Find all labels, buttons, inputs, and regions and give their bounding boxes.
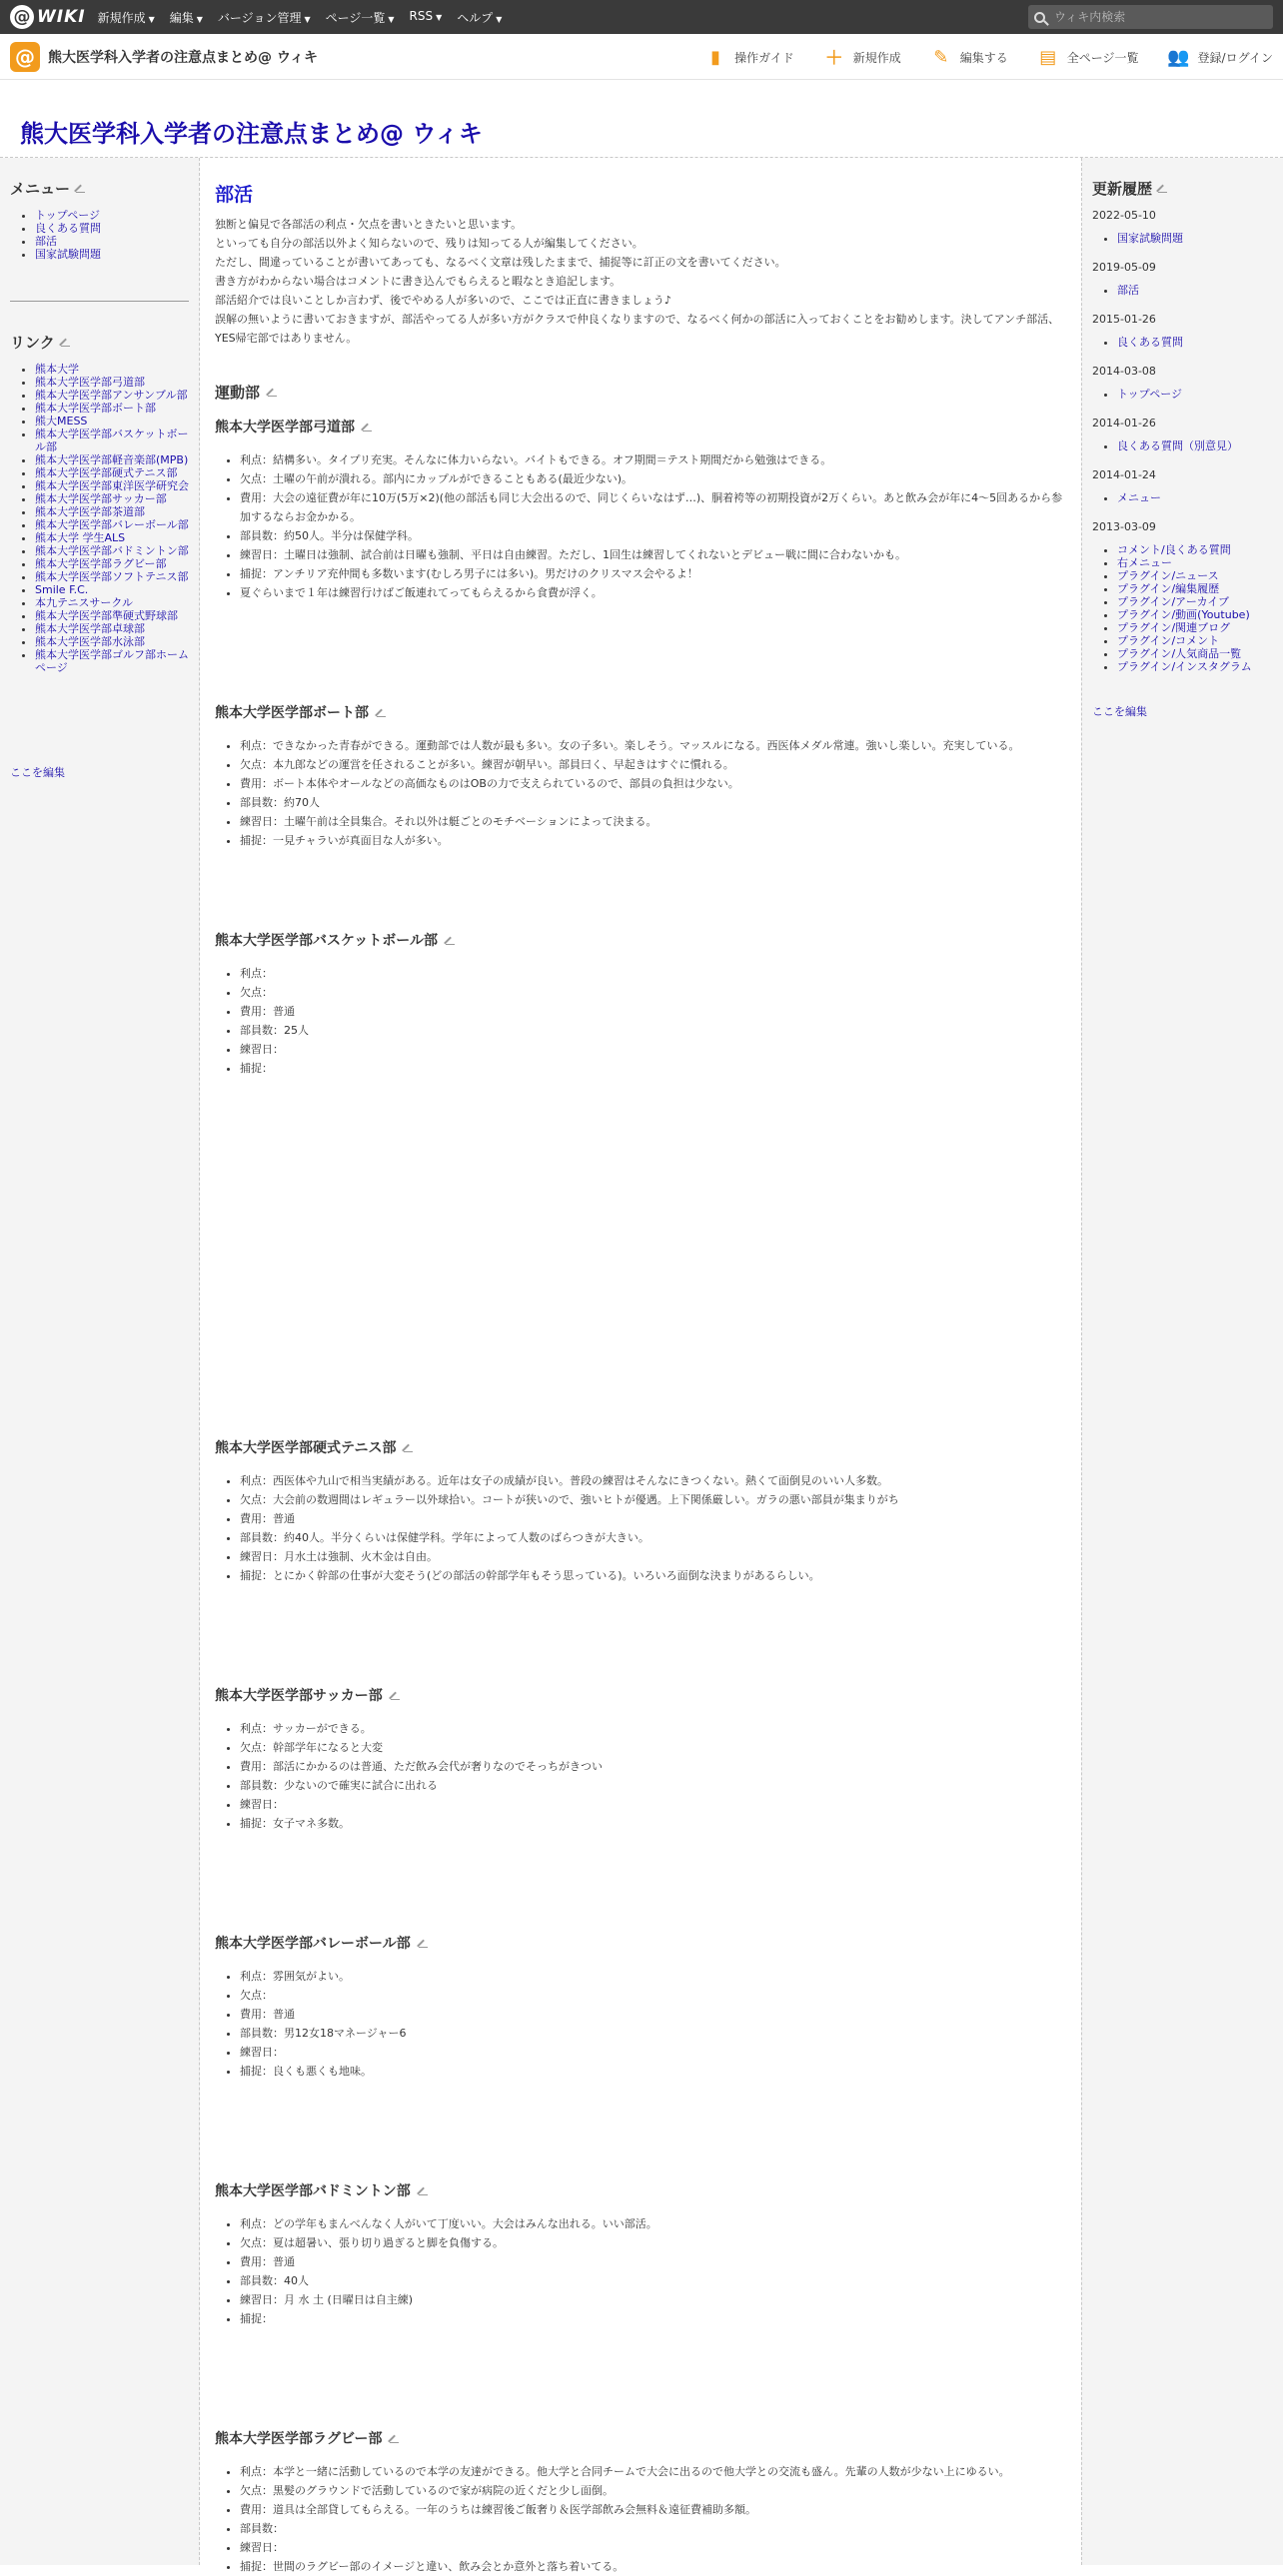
club-detail-item: • 費用：普通: [240, 1509, 1066, 1528]
link-item: [35, 544, 189, 557]
external-link[interactable]: 熊本大学医学部硬式テニス部: [35, 466, 178, 479]
club-heading: [215, 1685, 1066, 1705]
section-heading: 運動部: [215, 382, 1066, 403]
club-block: [215, 2428, 1066, 2576]
link-item: [35, 557, 189, 570]
link-item: [35, 505, 189, 518]
club-detail-item: • 利点：: [240, 964, 1066, 983]
club-detail-item: • 部員数：少ないので確実に試合に出れる: [240, 1776, 1066, 1795]
history-item: [1117, 556, 1273, 569]
club-detail-item: • 欠点：: [240, 983, 1066, 1002]
external-link[interactable]: 熊本大学医学部ソフトテニス部: [35, 570, 189, 583]
history-link[interactable]: メニュー: [1117, 491, 1161, 504]
guide-icon: ▮: [710, 46, 721, 68]
external-link[interactable]: 熊本大学医学部東洋医学研究会: [35, 479, 189, 492]
edit-pencil-icon[interactable]: [391, 1691, 400, 1700]
history-list: [1092, 209, 1273, 673]
history-item: [1117, 491, 1273, 504]
club-detail-item: • 部員数：男12女18マネージャー6: [240, 2024, 1066, 2043]
caret-down-icon: ▼: [148, 14, 155, 24]
edit-pencil-icon[interactable]: [268, 388, 277, 397]
club-detail-item: • 利点：西医体や九山で相当実績がある。近年は女子の成績が良い。普段の練習はそんなにきつくない。熱くて面倒見のいい人多数。: [240, 1471, 1066, 1490]
link-item: [35, 376, 189, 389]
external-link[interactable]: 熊大MESS: [35, 415, 88, 428]
history-item: [1117, 388, 1273, 401]
link-item: [35, 479, 189, 492]
club-heading: [215, 1933, 1066, 1953]
club-details: [215, 2462, 1066, 2576]
link-item: [35, 609, 189, 622]
history-heading: 更新履歴: [1092, 178, 1273, 199]
history-item: [1117, 621, 1273, 634]
external-link[interactable]: 熊本大学医学部軽音楽部(MPB): [35, 453, 189, 466]
club-details: [215, 450, 1066, 602]
history-items: [1092, 491, 1273, 504]
history-item: [1117, 232, 1273, 245]
intro-text: [215, 215, 1066, 348]
edit-pencil-icon[interactable]: [404, 1443, 413, 1452]
search-input[interactable]: [1052, 9, 1252, 25]
club-detail-item: • 費用：ボート本体やオールなどの高価なものはOBの力で支えられているので、部員の負担は少ない。: [240, 774, 1066, 793]
edit-pencil-icon[interactable]: [377, 708, 386, 717]
intro-line: 独断と偏見で各部活の利点・欠点を書いときたいと思います。: [215, 218, 523, 231]
menu-link[interactable]: 国家試験問題: [35, 248, 101, 261]
club-details: [215, 2214, 1066, 2328]
club-list: [215, 417, 1066, 2576]
club-detail-item: • 欠点：夏は超暑い、張り切り過ぎると脚を負傷する。: [240, 2233, 1066, 2252]
edit-pencil-icon[interactable]: [419, 1939, 428, 1948]
left-edit-here-link[interactable]: ここを編集: [10, 766, 65, 779]
link-item: [35, 622, 189, 635]
menu-link[interactable]: 部活: [35, 235, 57, 248]
login-button[interactable]: 👥 登録/ログイン: [1167, 46, 1273, 68]
history-items: [1092, 543, 1273, 673]
caret-down-icon: ▼: [436, 12, 443, 22]
left-sidebar: [0, 158, 200, 2565]
club-detail-item: • 費用：部活にかかるのは普通、ただ飲み会代が奢りなのでそっちがきつい: [240, 1757, 1066, 1776]
edit-pencil-icon[interactable]: [61, 338, 70, 347]
history-link[interactable]: プラグイン/関連ブログ: [1117, 621, 1231, 634]
menu-heading: メニュー: [10, 178, 189, 199]
title-bar: [0, 80, 1283, 158]
links-heading: リンク: [10, 332, 189, 353]
user-add-icon: 👥: [1167, 46, 1190, 68]
intro-line: 部活紹介では良いことしか言わず、後でやめる人が多いので、ここでは正直に書きましょう♪: [215, 294, 671, 307]
edit-pencil-icon[interactable]: [1158, 184, 1167, 193]
club-detail-item: • 練習日：: [240, 1040, 1066, 1059]
external-link[interactable]: 熊本大学医学部ボート部: [35, 402, 156, 415]
club-detail-item: • 費用：普通: [240, 2252, 1066, 2271]
edit-pencil-icon[interactable]: [419, 2186, 428, 2195]
external-link[interactable]: 熊本大学医学部バレーボール部: [35, 518, 189, 531]
club-heading: [215, 930, 1066, 950]
menu-help[interactable]: ヘルプ ▼: [457, 10, 503, 25]
club-detail-item: • 捕捉：アンチリア充仲間も多数います(むしろ男子には多い)。男だけのクリスマス会やるよ！: [240, 564, 1066, 583]
club-heading: [215, 1437, 1066, 1457]
club-detail-item: • 欠点：本九郎などの運営を任されることが多い。練習が朝早い。部員曰く、早起きはすぐに慣れる。: [240, 755, 1066, 774]
history-items: [1092, 336, 1273, 349]
club-heading: [215, 417, 1066, 436]
club-detail-item: • 費用：普通: [240, 2005, 1066, 2024]
menu-version[interactable]: バージョン管理 ▼: [217, 10, 311, 25]
link-item: [35, 531, 189, 544]
link-item: [35, 596, 189, 609]
history-item: [1117, 660, 1273, 673]
club-heading: [215, 2428, 1066, 2448]
history-date: 2013-03-09: [1092, 520, 1156, 533]
history-items: [1092, 284, 1273, 297]
atwiki-logo-icon: @: [10, 5, 34, 29]
club-detail-item: • 部員数：約50人。半分は保健学科。: [240, 526, 1066, 545]
history-items: [1092, 388, 1273, 401]
club-name: 熊本大学医学部バスケットボール部: [215, 933, 439, 949]
caret-down-icon: ▼: [388, 14, 395, 24]
club-detail-item: • 練習日：土曜午前は全員集合。それ以外は艇ごとのモチベーションによって決まる。: [240, 812, 1066, 831]
history-link[interactable]: 良くある質問: [1117, 336, 1183, 349]
history-link[interactable]: コメント/良くある質問: [1117, 543, 1231, 556]
right-sidebar: [1081, 158, 1283, 2565]
content-columns: [0, 158, 1283, 2573]
link-item: [35, 415, 189, 428]
link-item: [35, 635, 189, 648]
club-heading: [215, 702, 1066, 722]
history-items: [1092, 232, 1273, 245]
history-link[interactable]: 部活: [1117, 284, 1139, 297]
club-detail-item: • 欠点：幹部学年になると大変: [240, 1738, 1066, 1757]
club-name: 熊本大学医学部バドミントン部: [215, 2183, 411, 2199]
link-item: [35, 518, 189, 531]
history-link[interactable]: 右メニュー: [1117, 556, 1172, 569]
club-detail-item: • 捕捉：一見チャラいが真面目な人が多い。: [240, 831, 1066, 850]
caret-down-icon: ▼: [196, 14, 203, 24]
page-list-icon: ▤: [1039, 46, 1057, 68]
club-detail-item: • 練習日：: [240, 1795, 1066, 1814]
link-item: [35, 648, 189, 674]
external-link[interactable]: 熊本大学医学部卓球部: [35, 622, 145, 635]
caret-down-icon: ▼: [496, 14, 503, 24]
link-item: [35, 466, 189, 479]
club-block: [215, 1437, 1066, 1585]
external-link[interactable]: 熊本大学医学部弓道部: [35, 376, 145, 389]
external-link[interactable]: 本九テニスサークル: [35, 596, 134, 609]
edit-pencil-icon[interactable]: [76, 184, 85, 193]
history-item: [1117, 582, 1273, 595]
external-link[interactable]: Smile F.C.: [35, 583, 89, 596]
external-link[interactable]: 熊本大学医学部サッカー部: [35, 492, 167, 505]
menu-item: [35, 222, 189, 235]
external-link[interactable]: 熊本大学医学部ゴルフ部ホームページ: [35, 648, 189, 674]
history-item: [1117, 543, 1273, 556]
club-name: 熊本大学医学部ボート部: [215, 705, 369, 721]
club-details: [215, 1967, 1066, 2081]
menu-link[interactable]: 良くある質問: [35, 222, 101, 235]
club-detail-item: • 費用：普通: [240, 1002, 1066, 1021]
menu-list: [10, 209, 189, 261]
club-detail-item: • 利点：どの学年もまんべんなく人がいて丁度いい。大会はみんな出れる。いい部活。: [240, 2214, 1066, 2233]
club-detail-item: • 欠点：土曜の午前が潰れる。部内にカップルができることもある(最近少ない)。: [240, 469, 1066, 488]
club-detail-item: • 捕捉：世間のラグビー部のイメージと違い、飲み会とか意外と落ち着いてる。: [240, 2557, 1066, 2576]
club-detail-item: • 利点：本学と一緒に活動しているので本学の友達ができる。他大学と合同チームで大会に出るので他大学との交流も盛ん。先輩の人数が少ない上にゆるい。: [240, 2462, 1066, 2481]
link-item: [35, 363, 189, 376]
link-item: [35, 389, 189, 402]
history-date: 2014-01-24: [1092, 468, 1156, 481]
club-detail-item: • 欠点：黒髪のグラウンドで活動しているので家が病院の近くだと少し面倒。: [240, 2481, 1066, 2500]
club-detail-item: • 利点：できなかった青春ができる。運動部では人数が最も多い。女の子多い。楽しそう。マッスルになる。西医体メダル常連。強いし楽しい。充実している。: [240, 736, 1066, 755]
link-item: [35, 428, 189, 453]
external-link[interactable]: 熊本大学医学部水泳部: [35, 635, 145, 648]
main-content: [200, 158, 1081, 2573]
history-link[interactable]: 国家試験問題: [1117, 232, 1183, 245]
external-link[interactable]: 熊本大学医学部バスケットボール部: [35, 428, 189, 453]
club-name: 熊本大学医学部硬式テニス部: [215, 1440, 397, 1456]
history-date: 2014-01-26: [1092, 417, 1156, 429]
edit-pencil-icon[interactable]: [446, 936, 455, 945]
external-link[interactable]: 熊本大学医学部ラグビー部: [35, 557, 167, 570]
site-logo-icon[interactable]: @: [10, 42, 40, 72]
history-link[interactable]: プラグイン/コメント: [1117, 634, 1220, 647]
history-link[interactable]: プラグイン/編集履歴: [1117, 582, 1220, 595]
global-menu: [98, 9, 503, 26]
intro-line: といっても自分の部活以外よく知らないので、残りは知ってる人が編集してください。: [215, 237, 643, 250]
menu-link[interactable]: トップページ: [35, 209, 101, 222]
club-detail-item: • 欠点：: [240, 1986, 1066, 2005]
global-topbar: [0, 0, 1283, 34]
external-link[interactable]: 熊本大学医学部準硬式野球部: [35, 609, 178, 622]
search-icon[interactable]: [1034, 12, 1045, 23]
club-detail-item: • 利点：サッカーができる。: [240, 1719, 1066, 1738]
club-detail-item: • 捕捉：: [240, 1059, 1066, 1078]
club-heading: [215, 2180, 1066, 2200]
intro-line: ただし、間違っていることが書いてあっても、なるべく文章は残したままで、捕捉等に訂正の文を書いてください。: [215, 256, 786, 269]
club-block: [215, 2180, 1066, 2328]
all-pages-button[interactable]: ▤ 全ページ一覧: [1039, 46, 1139, 68]
menu-item: [35, 235, 189, 248]
club-detail-item: • 練習日：: [240, 2538, 1066, 2557]
club-detail-item: • 部員数：約40人。半分くらいは保健学科。学年によって人数のばらつきが大きい。: [240, 1528, 1066, 1547]
club-details: [215, 964, 1066, 1078]
history-date: 2014-03-08: [1092, 365, 1156, 378]
club-detail-item: • 欠点：大会前の数週間はレギュラー以外球拾い。コートが狭いので、強いヒトが優遇。上下関係厳しい。ガラの悪い部員が集まりがち: [240, 1490, 1066, 1509]
history-date: 2015-01-26: [1092, 313, 1156, 326]
site-name[interactable]: 熊大医学科入学者の注意点まとめ@ ウィキ: [48, 49, 319, 66]
club-detail-item: • 練習日：土曜日は強制、試合前は日曜も強制、平日は自由練習。ただし、1回生は練習してくれないとデビュー戦に間に合わないかも。: [240, 545, 1066, 564]
menu-rss[interactable]: RSS ▼: [409, 8, 443, 23]
history-date: 2019-05-09: [1092, 261, 1156, 274]
intro-line: 書き方がわからない場合はコメントに書き込んでもらえると暇なとき追記します。: [215, 275, 622, 288]
club-detail-item: • 部員数：約70人: [240, 793, 1066, 812]
club-detail-item: • 捕捉：とにかく幹部の仕事が大変そう(どの部活の幹部学年もそう思っている)。いろいろ面倒な決まりがあるらしい。: [240, 1566, 1066, 1585]
wiki-search: [1028, 5, 1273, 29]
club-name: 熊本大学医学部ラグビー部: [215, 2431, 383, 2447]
pencil-icon: ✎: [933, 46, 949, 68]
external-link[interactable]: 熊本大学 学生ALS: [35, 531, 126, 544]
menu-page-list[interactable]: ページ一覧 ▼: [325, 10, 395, 25]
club-detail-item: • 費用：大会の遠征費が年に10万(5万×2)(他の部活も同じ大会出るので、同じくらいなはず…)、胴着袴等の初期投資が2万くらい。あと飲み会が年に4～5回あるから参加するならお金かかる。: [240, 488, 1066, 526]
history-item: [1117, 647, 1273, 660]
link-item: [35, 583, 189, 596]
history-item: [1117, 634, 1273, 647]
history-items: [1092, 439, 1273, 452]
club-detail-item: • 練習日：: [240, 2043, 1066, 2062]
club-block: [215, 702, 1066, 850]
atwiki-logo-text: WIKI: [37, 7, 86, 27]
club-block: [215, 930, 1066, 1078]
club-name: 熊本大学医学部バレーボール部: [215, 1936, 411, 1952]
club-detail-item: • 部員数：25人: [240, 1021, 1066, 1040]
page-title[interactable]: 熊大医学科入学者の注意点まとめ@ ウィキ: [20, 120, 483, 148]
plus-icon: ＋: [824, 48, 843, 69]
history-link[interactable]: プラグイン/人気商品一覧: [1117, 647, 1242, 660]
club-detail-item: • 部員数：: [240, 2519, 1066, 2538]
menu-item: [35, 248, 189, 261]
club-details: [215, 1471, 1066, 1585]
history-link[interactable]: 良くある質問（別意見）: [1117, 439, 1238, 452]
history-date: 2022-05-10: [1092, 209, 1156, 222]
link-item: [35, 570, 189, 583]
history-item: [1117, 608, 1273, 621]
right-edit-here-link[interactable]: ここを編集: [1092, 705, 1147, 718]
club-detail-item: • 練習日：月水土は強制、火木金は自由。: [240, 1547, 1066, 1566]
club-block: [215, 417, 1066, 602]
club-details: [215, 736, 1066, 850]
club-name: 熊本大学医学部サッカー部: [215, 1688, 383, 1704]
club-detail-item: • 捕捉：女子マネ多数。: [240, 1814, 1066, 1833]
history-item: [1117, 284, 1273, 297]
page-heading: 部活: [215, 184, 254, 206]
guide-button[interactable]: ▮ 操作ガイド: [705, 47, 794, 67]
history-item: [1117, 569, 1273, 582]
history-item: [1117, 336, 1273, 349]
external-link[interactable]: 熊本大学医学部バドミントン部: [35, 544, 189, 557]
site-toolbar: [705, 34, 1273, 80]
club-detail-item: • 部員数：40人: [240, 2271, 1066, 2290]
club-detail-item: • 練習日：月 水 土 (日曜日は自主練): [240, 2290, 1066, 2309]
club-name: 熊本大学医学部弓道部: [215, 420, 355, 435]
history-item: [1117, 439, 1273, 452]
new-page-button[interactable]: ＋ 新規作成: [824, 48, 901, 69]
links-list: [10, 363, 189, 674]
caret-down-icon: ▼: [304, 14, 311, 24]
menu-item: [35, 209, 189, 222]
history-link[interactable]: プラグイン/動画(Youtube): [1117, 608, 1250, 621]
link-item: [35, 402, 189, 415]
edit-page-button[interactable]: ✎ 編集する: [931, 47, 1008, 67]
edit-pencil-icon[interactable]: [390, 2434, 399, 2443]
external-link[interactable]: 熊本大学医学部アンサンブル部: [35, 389, 188, 402]
history-link[interactable]: プラグイン/アーカイブ: [1117, 595, 1229, 608]
club-detail-item: • 捕捉：良くも悪くも地味。: [240, 2062, 1066, 2081]
intro-line: 誤解の無いように書いておきますが、部活やってる人が多い方がクラスで仲良くなりますので、なるべく何かの部活に入っておくことをお勧めします。決してアンチ部活、YES帰宅部ではありません。: [215, 313, 1060, 345]
club-detail-item: • 利点：結構多い。タイプリ充実。そんなに体力いらない。バイトもできる。オフ期間＝テスト期間だから勉強はできる。: [240, 450, 1066, 469]
external-link[interactable]: 熊本大学: [35, 363, 79, 376]
club-detail-item: • 費用：道具は全部貸してもらえる。一年のうちは練習後ご飯奢り＆医学部飲み会無料＆遠征費補助多額。: [240, 2500, 1066, 2519]
menu-edit[interactable]: 編集 ▼: [169, 10, 203, 25]
history-link[interactable]: トップページ: [1117, 388, 1183, 401]
site-header: [0, 34, 1283, 80]
history-link[interactable]: プラグイン/インスタグラム: [1117, 660, 1252, 673]
link-item: [35, 453, 189, 466]
history-item: [1117, 595, 1273, 608]
divider: [10, 301, 189, 302]
history-link[interactable]: プラグイン/ニュース: [1117, 569, 1219, 582]
link-item: [35, 492, 189, 505]
edit-pencil-icon[interactable]: [363, 423, 372, 431]
atwiki-logo[interactable]: [10, 5, 86, 29]
club-block: [215, 1685, 1066, 1833]
external-link[interactable]: 熊本大学医学部茶道部: [35, 505, 145, 518]
club-detail-item: • 捕捉：: [240, 2309, 1066, 2328]
club-block: [215, 1933, 1066, 2081]
club-details: [215, 1719, 1066, 1833]
club-detail-item: • 利点：雰囲気がよい。: [240, 1967, 1066, 1986]
menu-new[interactable]: 新規作成 ▼: [97, 10, 155, 25]
club-detail-item: • 夏ぐらいまで１年は練習行けばご飯連れてってもらえるから食費が浮く。: [240, 583, 1066, 602]
